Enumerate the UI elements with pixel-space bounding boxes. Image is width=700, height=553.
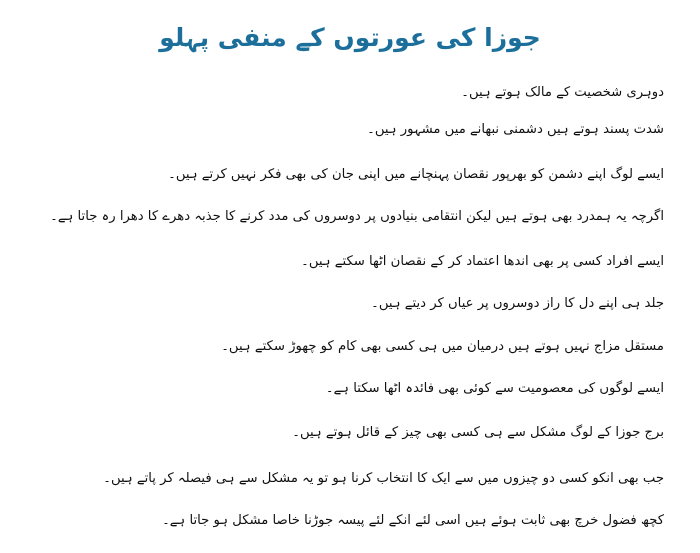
text-line-5: ایسے افراد کسی پر بھی اندھا اعتماد کر کے نقصان اٹھا سکتے ہیں۔ xyxy=(301,254,664,269)
text-line-9: برج جوزا کے لوگ مشکل سے ہی کسی بھی چیز کے قائل ہوتے ہیں۔ xyxy=(292,425,664,440)
text-line-8: ایسے لوگوں کی معصومیت سے کوئی بھی فائدہ اٹھا سکتا ہے۔ xyxy=(325,381,664,396)
text-line-6: جلد ہی اپنے دل کا راز دوسروں پر عیاں کر دیتے ہیں۔ xyxy=(371,296,664,311)
text-line-2: شدت پسند ہوتے ہیں دشمنی نبھانے میں مشہور ہیں۔ xyxy=(367,122,664,137)
text-line-7: مستقل مزاج نہیں ہوتے ہیں درمیان میں ہی کسی بھی کام کو چھوڑ سکتے ہیں۔ xyxy=(221,339,664,354)
page-title: جوزا کی عورتوں کے منفی پہلو xyxy=(159,23,541,52)
text-line-4: اگرچہ یہ ہمدرد بھی ہوتے ہیں لیکن انتقامی بنیادوں پر دوسروں کی مدد کرنے کا جذبہ دھرے کا دھرا رہ جاتا ہے۔ xyxy=(50,209,664,224)
text-line-3: ایسے لوگ اپنے دشمن کو بھرپور نقصان پہنچانے میں اپنی جان کی بھی فکر نہیں کرتے ہیں۔ xyxy=(168,167,664,182)
text-line-10: جب بھی انکو کسی دو چیزوں میں سے ایک کا انتخاب کرنا ہو تو یہ مشکل سے ہی فیصلہ کر پاتے ہیں۔ xyxy=(103,471,664,486)
text-line-1: دوہری شخصیت کے مالک ہوتے ہیں۔ xyxy=(461,85,664,100)
text-line-11: کچھ فضول خرچ بھی ثابت ہوئے ہیں اسی لئے انکے لئے پیسہ جوڑنا خاصا مشکل ہو جاتا ہے۔ xyxy=(162,513,664,528)
